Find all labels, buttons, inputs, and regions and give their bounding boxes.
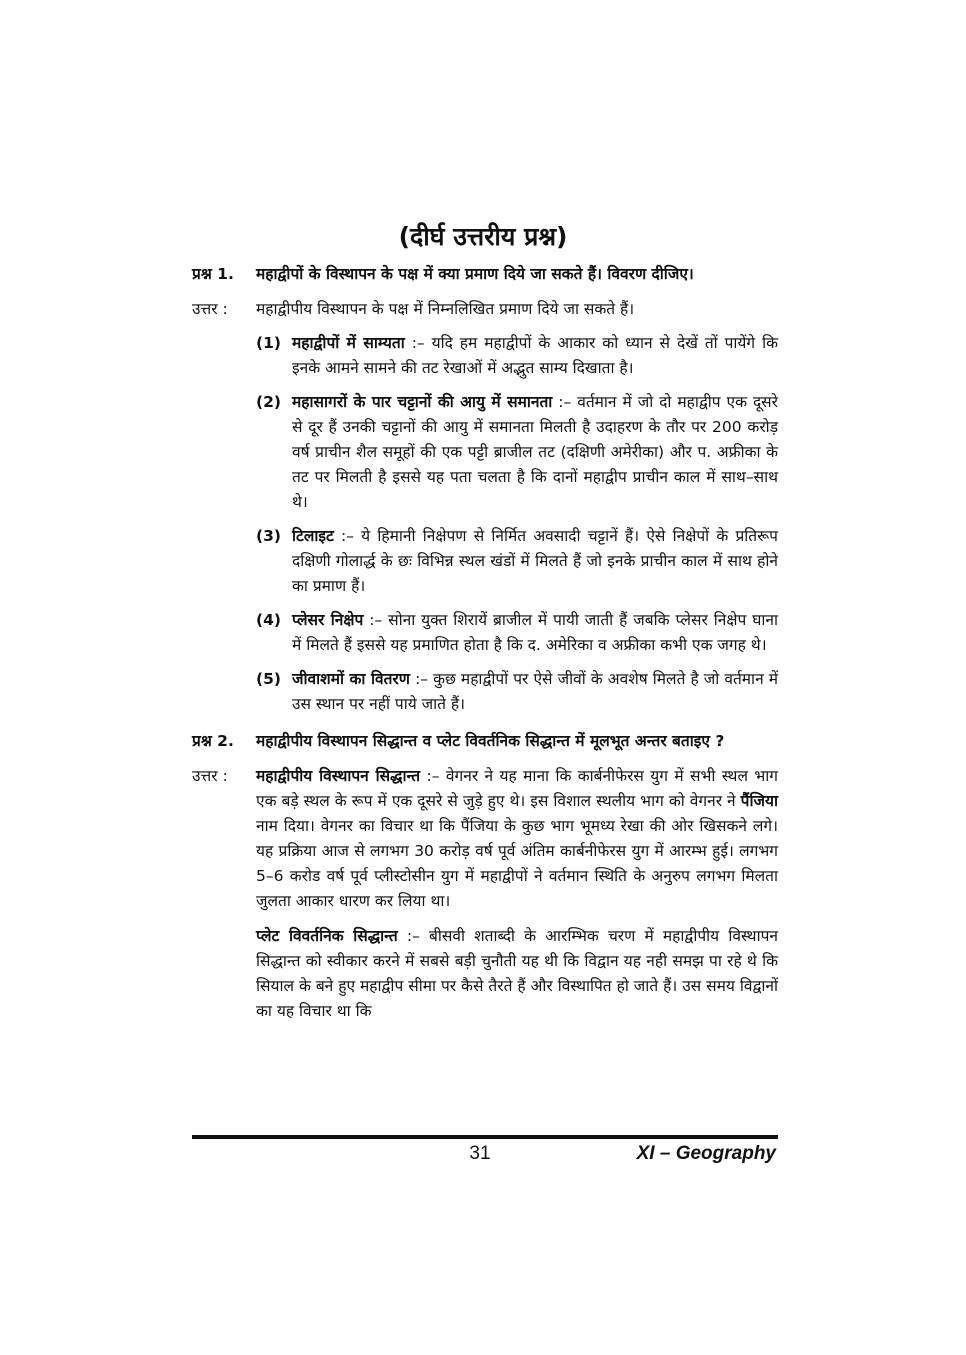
list-item-text: [292, 331, 778, 381]
list-item-text: [292, 667, 778, 717]
list-item-number: (4): [256, 611, 281, 629]
list-item-title: महाद्वीपों में साम्यता: [292, 334, 405, 352]
question-1-label: प्रश्न 1.: [192, 265, 234, 283]
list-item-number: (3): [256, 527, 281, 545]
list-item-title: महासागरों के पार चट्टानों की आयु में समानता: [292, 393, 553, 411]
page-number: 31: [469, 1143, 491, 1164]
list-item-number: (1): [256, 334, 281, 352]
list-item-body: :– यदि हम महाद्वीपों के आकार को ध्यान से देखें तों पायेंगे कि इनके आमने सामने की तट रेखाओं में अद्भुत साम्य दिखाता है।: [292, 334, 779, 377]
list-item-number: (2): [256, 393, 281, 411]
list-item: [256, 667, 778, 717]
list-item-text: [292, 524, 778, 599]
footer-divider: [192, 1135, 778, 1139]
paragraph-title: महाद्वीपीय विस्थापन सिद्धान्त: [256, 767, 421, 785]
list-item: [256, 331, 778, 381]
list-item: [256, 524, 778, 599]
paragraph-body: :– वेगनर ने यह माना कि कार्बनीफेरस युग में सभी स्थल भाग एक बड़े स्थल के रूप में एक दूसरे से जुड़े हुए थे। इस विशाल स्थलीय भाग को वेगनर ने: [256, 767, 778, 810]
evidence-list: [256, 331, 778, 717]
list-item-title: जीवाशमों का वितरण: [292, 670, 410, 688]
list-item-body: :– कुछ महाद्वीपों पर ऐसे जीवों के अवशेष मिलते है जो वर्तमान में उस स्थान पर नहीं पाये जाते हैं।: [292, 670, 779, 713]
answer-2-label: उत्तर :: [192, 767, 228, 785]
answer-1-intro-row: [192, 297, 778, 322]
list-item-text: [292, 390, 778, 515]
answer-2-row: [192, 764, 778, 914]
list-item: [256, 390, 778, 515]
paragraph-body: :– बीसवी शताब्दी के आरम्भिक चरण में महाद्वीपीय विस्थापन सिद्धान्त को स्वीकार करने में सबसे बड़ी चुनौती यह थी कि विद्वान यह नही समझ पा रहे थे कि सियाल के बने हुए महाद्वीप सीमा पर कैसे तैरते हैं और विस्थापित हो जाते हैं। उस समय विद्वानों का यह विचार था कि: [256, 927, 778, 1020]
list-item-text: [292, 608, 778, 658]
question-1-text: महाद्वीपों के विस्थापन के पक्ष में क्या प्रमाण दिये जा सकते हैं। विवरण दीजिए।: [256, 265, 694, 283]
term-pangea: पैंजिया: [740, 792, 778, 810]
list-item-number: (5): [256, 670, 281, 688]
answer-2-paragraph-2: [256, 924, 778, 1024]
question-2: [192, 729, 778, 754]
question-block: [192, 262, 778, 1024]
list-item-title: प्लेसर निक्षेप: [292, 611, 364, 629]
list-item: [256, 608, 778, 658]
question-2-label: प्रश्न 2.: [192, 732, 234, 750]
answer-2-paragraph-1: [256, 764, 778, 914]
list-item-title: टिलाइट: [292, 527, 334, 545]
paragraph-body: नाम दिया। वेगनर का विचार था कि पैंजिया के कुछ भाग भूमध्य रेखा की ओर खिसकने लगे। यह प्रक्रिया आज से लगभग 30 करोड़ वर्ष पूर्व अंतिम कार्बनीफेरस युग में आरम्भ हुई। लगभग 5–6 करोड वर्ष पूर्व प्लीस्टोसीन युग में महाद्वीपों ने वर्तमान स्थिति के अनुरुप लगभग मिलता जुलता आकार धारण कर लिया था।: [256, 817, 778, 910]
list-item-body: :– ये हिमानी निक्षेपण से निर्मित अवसादी चट्टानें हैं। ऐसे निक्षेपों के प्रतिरूप दक्षिणी गोलार्द्ध के छः विभिन्न स्थल खंडों में मिलते हैं जो इनके प्राचीन काल में साथ होने का प्रमाण हैं।: [292, 527, 778, 595]
question-1: [192, 262, 778, 287]
answer-1-intro: महाद्वीपीय विस्थापन के पक्ष में निम्नलिखित प्रमाण दिये जा सकते हैं।: [256, 300, 635, 318]
list-item-body: :– वर्तमान में जो दो महाद्वीप एक दूसरे से दूर हैं उनकी चट्टानों की आयु में समानता मिलती है उदाहरण के तौर पर 200 करोड़ वर्ष प्राचीन शैल समूहों की एक पट्टी ब्राजील तट (दक्षिणी अमेरीका) और प. अफ्रीका के तट पर मिलती है इससे यह पता चलता है कि दानों महाद्वीप प्राचीन काल में साथ–साथ थे।: [292, 393, 778, 511]
footer-subject: XI – Geography: [636, 1143, 776, 1164]
paragraph-title: प्लेट विवर्तनिक सिद्धान्त: [256, 927, 398, 945]
question-2-text: महाद्वीपीय विस्थापन सिद्धान्त व प्लेट विवर्तनिक सिद्धान्त में मूलभूत अन्तर बताइए ?: [256, 732, 725, 750]
list-item-body: :– सोना युक्त शिरायें ब्राजील में पायी जाती हैं जबकि प्लेसर निक्षेप घाना में मिलते हैं इससे यह प्रमाणित होता है कि द. अमेरिका व अफ्रीका कभी एक जगह थे।: [292, 611, 779, 654]
section-heading: (दीर्घ उत्तरीय प्रश्न): [398, 222, 568, 251]
answer-1-label: उत्तर :: [192, 300, 228, 318]
